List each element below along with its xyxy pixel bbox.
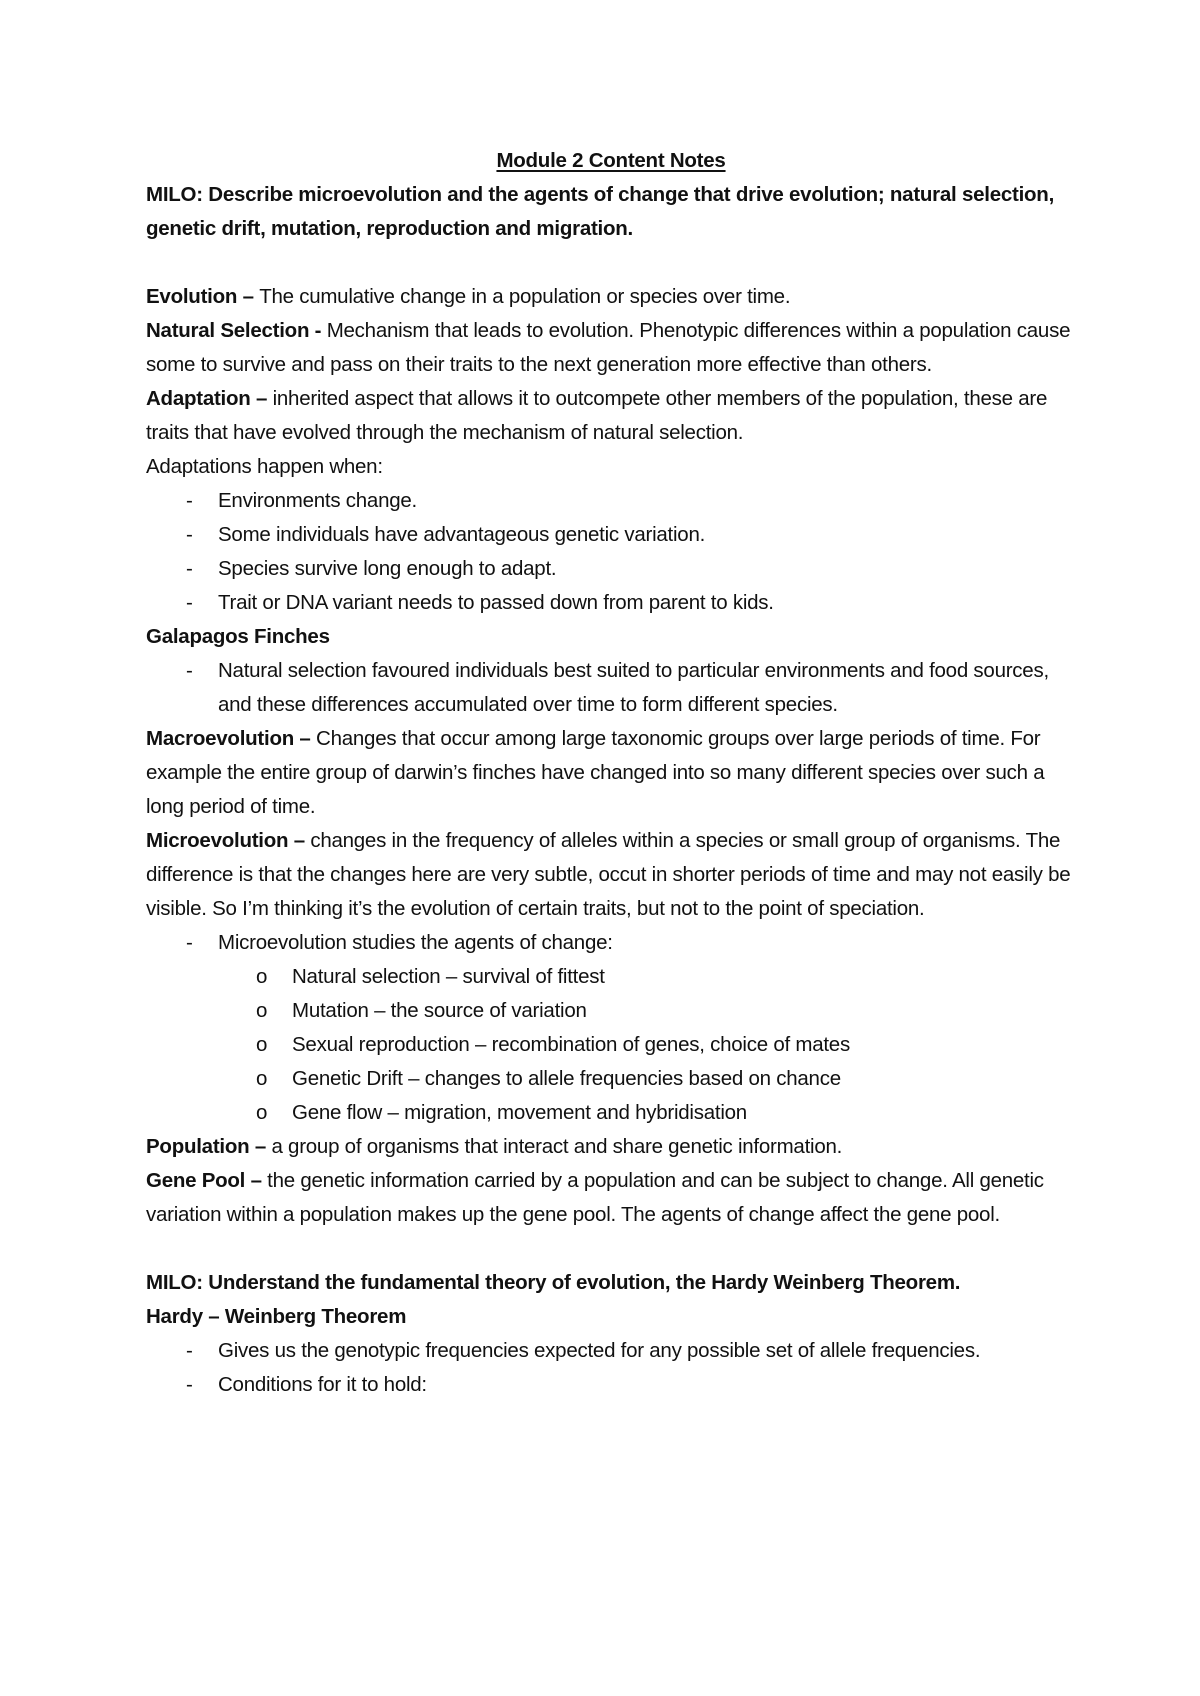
circle-bullet: o — [256, 999, 268, 1022]
term-gene-pool: Gene Pool – — [146, 1169, 268, 1192]
term-microevolution: Microevolution – — [146, 829, 311, 852]
definition-adaptation — [146, 382, 1076, 450]
adaptation-intro: Adaptations happen when: — [146, 455, 383, 478]
definition-evolution — [146, 280, 1076, 314]
dash-bullet: - — [186, 557, 193, 580]
definition-natural-selection — [146, 314, 1076, 382]
list-item — [146, 484, 1076, 518]
list-item-text: Gene flow – migration, movement and hybridisation — [292, 1101, 747, 1124]
galapagos-list — [146, 654, 1076, 722]
circle-bullet: o — [256, 1033, 268, 1056]
list-item-text: Mutation – the source of variation — [292, 999, 587, 1022]
definition-text: Mechanism that leads to evolution. Phenotypic differences within a population cause some to survive and pass on their traits to the next generation more effective than others. — [146, 319, 1071, 376]
list-item — [146, 1334, 1076, 1368]
page-title: Module 2 Content Notes — [496, 149, 726, 172]
term-evolution: Evolution – — [146, 285, 260, 308]
adaptation-list — [146, 484, 1076, 620]
list-item — [146, 654, 1076, 722]
heading-hardy-weinberg: Hardy – Weinberg Theorem — [146, 1305, 407, 1328]
document-page — [146, 144, 1076, 1402]
definition-text: Changes that occur among large taxonomic groups over large periods of time. For example the entire group of darwin’s finches have changed into so many different species over such a long period of time. — [146, 727, 1045, 818]
list-item — [146, 926, 1076, 960]
list-item-text: Natural selection – survival of fittest — [292, 965, 605, 988]
dash-bullet: - — [186, 931, 193, 954]
definition-text: The cumulative change in a population or species over time. — [259, 285, 791, 308]
list-item-text: Genetic Drift – changes to allele frequencies based on chance — [292, 1067, 841, 1090]
circle-bullet: o — [256, 1067, 268, 1090]
definition-text: the genetic information carried by a population and can be subject to change. All genetic variation within a population makes up the gene pool. The agents of change affect the gene pool. — [146, 1169, 1044, 1226]
milo-objective-1: MILO: Describe microevolution and the agents of change that drive evolution; natural selection, genetic drift, mutation, reproduction and migration. — [146, 183, 1055, 240]
list-item-text: Trait or DNA variant needs to passed down from parent to kids. — [218, 591, 774, 614]
blank-line — [146, 246, 1076, 280]
list-item — [146, 586, 1076, 620]
definition-macroevolution — [146, 722, 1076, 824]
list-item-text: Some individuals have advantageous genetic variation. — [218, 523, 706, 546]
list-item-text: Gives us the genotypic frequencies expected for any possible set of allele frequencies. — [218, 1339, 981, 1362]
milo-objective-2: MILO: Understand the fundamental theory of evolution, the Hardy Weinberg Theorem. — [146, 1271, 961, 1294]
heading-galapagos-finches: Galapagos Finches — [146, 625, 330, 648]
circle-bullet: o — [256, 965, 268, 988]
term-population: Population – — [146, 1135, 272, 1158]
list-item-text: Species survive long enough to adapt. — [218, 557, 557, 580]
circle-bullet: o — [256, 1101, 268, 1124]
term-macroevolution: Macroevolution – — [146, 727, 317, 750]
dash-bullet: - — [186, 591, 193, 614]
definition-text: a group of organisms that interact and share genetic information. — [271, 1135, 843, 1158]
dash-bullet: - — [186, 659, 193, 682]
definition-text: inherited aspect that allows it to outcompete other members of the population, these are traits that have evolved through the mechanism of natural selection. — [146, 387, 1048, 444]
dash-bullet: - — [186, 489, 193, 512]
list-item-text: Conditions for it to hold: — [218, 1373, 427, 1396]
microevolution-list — [146, 926, 1076, 960]
list-item-text: Natural selection favoured individuals best suited to particular environments and food sources, and these differences accumulated over time to form different species. — [218, 659, 1049, 716]
definition-text: changes in the frequency of alleles within a species or small group of organisms. The difference is that the changes here are very subtle, occut in shorter periods of time and may not easily be visible. So I’m thinking it’s the evolution of certain traits, but not to the point of speciation. — [146, 829, 1071, 920]
term-natural-selection: Natural Selection - — [146, 319, 327, 342]
list-item — [146, 960, 1076, 994]
hardy-weinberg-list — [146, 1334, 1076, 1402]
list-item-text: Environments change. — [218, 489, 417, 512]
list-item-text: Microevolution studies the agents of change: — [218, 931, 613, 954]
list-item-text: Sexual reproduction – recombination of genes, choice of mates — [292, 1033, 850, 1056]
list-item — [146, 1028, 1076, 1062]
blank-line — [146, 1232, 1076, 1266]
agents-of-change-list — [146, 960, 1076, 1130]
list-item — [146, 1368, 1076, 1402]
list-item — [146, 518, 1076, 552]
definition-population — [146, 1130, 1076, 1164]
list-item — [146, 1062, 1076, 1096]
list-item — [146, 1096, 1076, 1130]
list-item — [146, 994, 1076, 1028]
dash-bullet: - — [186, 1373, 193, 1396]
list-item — [146, 552, 1076, 586]
definition-gene-pool — [146, 1164, 1076, 1232]
term-adaptation: Adaptation – — [146, 387, 273, 410]
dash-bullet: - — [186, 1339, 193, 1362]
definition-microevolution — [146, 824, 1076, 926]
dash-bullet: - — [186, 523, 193, 546]
